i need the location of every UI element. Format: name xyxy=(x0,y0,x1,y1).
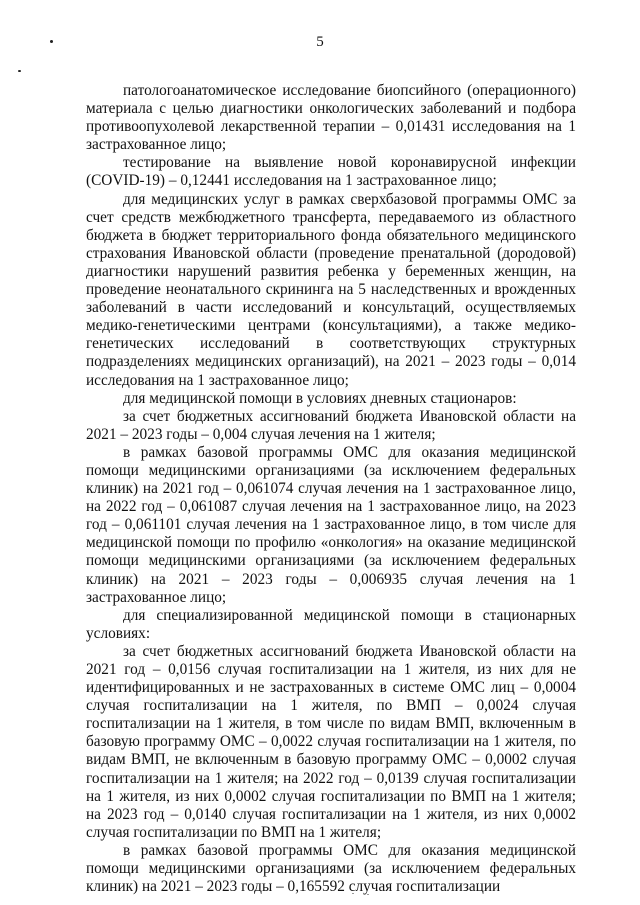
paragraph-covid-testing: тестирование на выявление новой коронавирусной инфекции (COVID-19) – 0,12441 исследования на 1 застрахованное лицо; xyxy=(86,154,576,190)
paragraph-inpatient-budget: за счет бюджетных ассигнований бюджета Ивановской области на 2021 год – 0,0156 случая госпитализации на 1 жителя, из них для не идентифицированных и не застрахованных в системе ОМС лиц – 0,0004 случая госпитализации на 1 жителя, по ВМП – 0,0024 случая госпитализации на 1 жителя, в том числе по видам ВМП, включенным в базовую программу ОМС – 0,0022 случая госпитализации на 1 жителя, по видам ВМП, не включенным в базовую программу ОМС – 0,0002 случая госпитализации на 1 жителя; на 2022 год – 0,0139 случая госпитализации на 1 жителя, из них 0,0002 случая госпитализации по ВМП на 1 жителя; на 2023 год – 0,0140 случая госпитализации на 1 жителя, из них 0,0002 случая госпитализации по ВМП на 1 жителя; xyxy=(86,642,576,841)
paragraph-day-hospital-heading: для медицинской помощи в условиях дневных стационаров: xyxy=(123,389,517,407)
paragraph-biopsy-research: патологоанатомическое исследование биопсийного (операционного) материала с целью диагностики онкологических заболеваний и подбора противоопухолевой лекарственной терапии – 0,01431 исследования на 1 застрахованное лицо; xyxy=(86,82,576,154)
paragraph-day-hospital-budget: за счет бюджетных ассигнований бюджета Ивановской области на 2021 – 2023 годы – 0,004 случая лечения на 1 жителя; xyxy=(86,407,576,443)
paragraph-day-hospital-oms: в рамках базовой программы ОМС для оказания медицинской помощи медицинскими организациями (за исключением федеральных клиник) на 2021 год – 0,061074 случая лечения на 1 застрахованное лицо, на 2022 год – 0,061087 случая лечения на 1 застрахованное лицо, на 2023 год – 0,061101 случая лечения на 1 застрахованное лицо, в том числе для медицинской помощи по профилю «онкология» на оказание медицинской помощи медицинскими организациями (за исключением федеральных клиник) на 2021 – 2023 годы – 0,006935 случая лечения на 1 застрахованное лицо; xyxy=(86,443,576,606)
page-number: 5 xyxy=(316,34,324,50)
paragraph-inpatient-oms: в рамках базовой программы ОМС для оказания медицинской помощи медицинскими организациями (за исключением федеральных клиник) на 2021 – 2023 годы – 0,165592 случая госпитализации xyxy=(86,841,576,896)
paragraph-inpatient-heading: для специализированной медицинской помощи в стационарных условиях: xyxy=(86,606,576,642)
document-body xyxy=(86,82,576,896)
scan-speck xyxy=(18,70,21,72)
paragraph-extra-base-program: для медицинских услуг в рамках сверхбазовой программы ОМС за счет средств межбюджетного трансферта, передаваемого из областного бюджета в бюджет территориального фонда обязательного медицинского страхования Ивановской области (проведение пренатальной (дородовой) диагностики нарушений развития ребенка у беременных женщин, на проведение неонатального скрининга на 5 наследственных и врожденных заболеваний в части исследований и консультаций, осуществляемых медико-генетическими центрами (консультациями), а также медико-генетических исследований в соответствующих структурных подразделениях медицинских организаций), на 2021 – 2023 годы – 0,014 исследования на 1 застрахованное лицо; xyxy=(86,190,576,389)
